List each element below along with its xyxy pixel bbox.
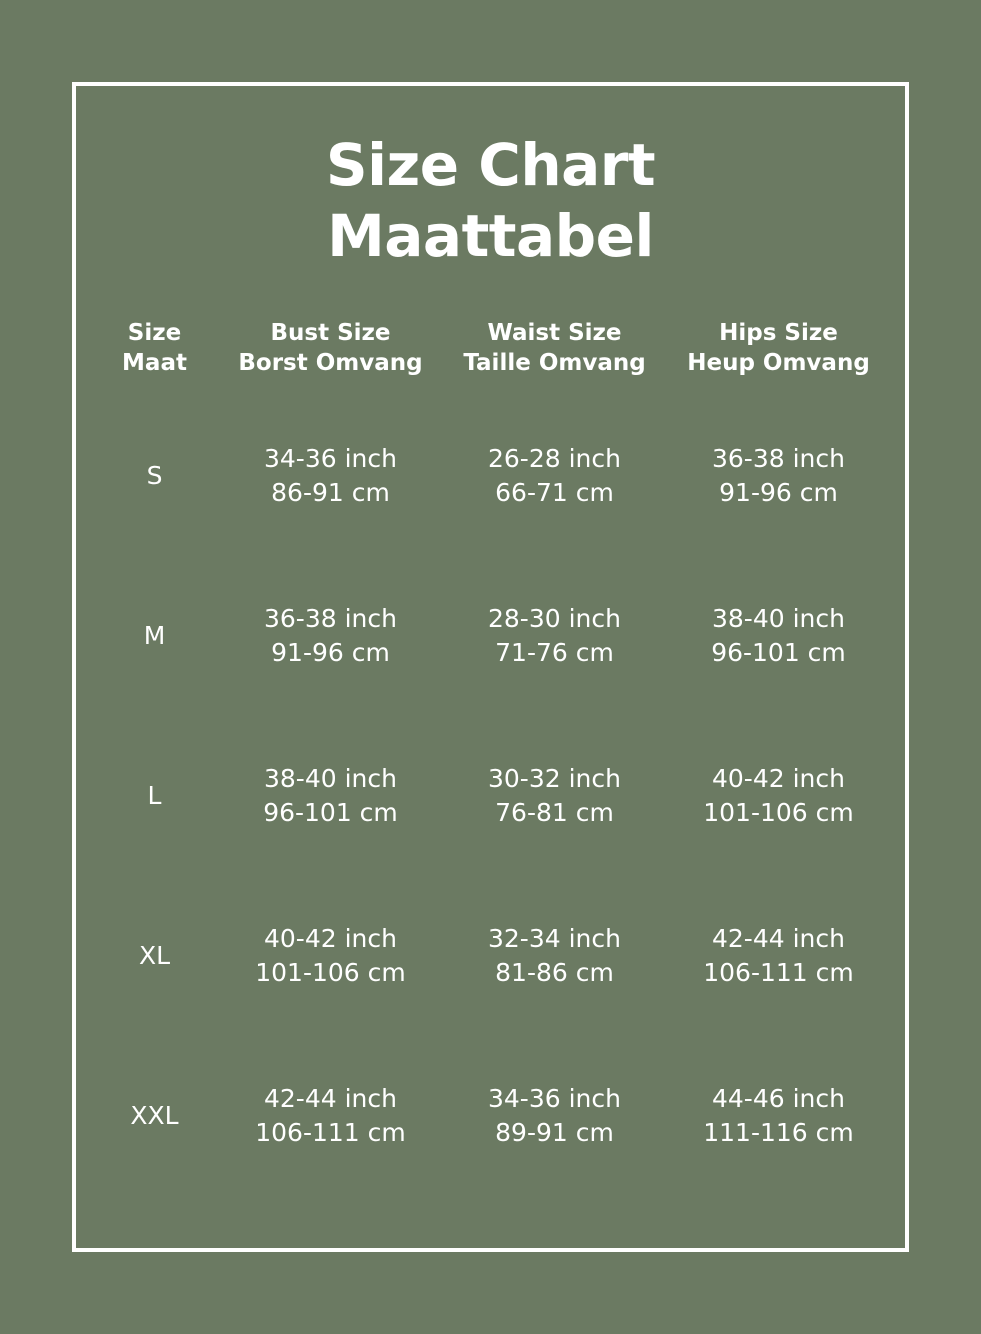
column-header-waist: [443, 318, 667, 397]
size-measurements-table: [91, 318, 891, 1197]
cell-hips: [667, 396, 891, 556]
column-header-bust-dutch: Borst Omvang: [238, 349, 423, 376]
table-header: [91, 318, 891, 397]
content-area: [72, 82, 909, 1252]
cell-hips-cm: 101-106 cm: [703, 798, 854, 828]
column-header-hips-english: Hips Size: [719, 319, 838, 346]
column-header-bust: [219, 318, 443, 397]
cell-hips-inch: 40-42 inch: [712, 763, 845, 793]
table-row: [91, 1036, 891, 1196]
table-header-row: [91, 318, 891, 397]
cell-hips-inch: 42-44 inch: [712, 923, 845, 953]
cell-bust: [219, 876, 443, 1036]
page-title: [72, 82, 909, 272]
cell-hips-cm: 96-101 cm: [711, 638, 846, 668]
cell-size: L: [147, 780, 162, 810]
title-line-english: Size Chart: [325, 131, 656, 199]
cell-bust-inch: 36-38 inch: [264, 603, 397, 633]
cell-hips-inch: 36-38 inch: [712, 443, 845, 473]
table-row: [91, 556, 891, 716]
cell-waist: [443, 1036, 667, 1196]
cell-waist-cm: 66-71 cm: [495, 478, 614, 508]
cell-size: XL: [138, 940, 171, 970]
cell-waist-cm: 71-76 cm: [495, 638, 614, 668]
cell-bust-cm: 101-106 cm: [255, 958, 406, 988]
cell-bust-inch: 40-42 inch: [264, 923, 397, 953]
cell-waist-cm: 89-91 cm: [495, 1118, 614, 1148]
cell-bust: [219, 396, 443, 556]
cell-hips-cm: 91-96 cm: [719, 478, 838, 508]
title-line-dutch: Maattabel: [327, 201, 654, 270]
cell-hips: [667, 556, 891, 716]
cell-size: S: [146, 460, 163, 490]
column-header-waist-dutch: Taille Omvang: [463, 349, 646, 376]
cell-hips: [667, 876, 891, 1036]
column-header-waist-english: Waist Size: [487, 319, 622, 346]
table-row: [91, 876, 891, 1036]
cell-bust: [219, 716, 443, 876]
cell-waist-inch: 26-28 inch: [488, 443, 621, 473]
cell-waist-inch: 28-30 inch: [488, 603, 621, 633]
cell-hips-cm: 111-116 cm: [703, 1118, 854, 1148]
cell-hips-inch: 44-46 inch: [712, 1083, 845, 1113]
cell-waist-inch: 30-32 inch: [488, 763, 621, 793]
cell-waist: [443, 396, 667, 556]
cell-bust-cm: 86-91 cm: [271, 478, 390, 508]
cell-hips: [667, 716, 891, 876]
cell-waist-cm: 76-81 cm: [495, 798, 614, 828]
cell-waist-inch: 34-36 inch: [488, 1083, 621, 1113]
column-header-size: [91, 318, 219, 397]
cell-hips-inch: 38-40 inch: [712, 603, 845, 633]
cell-waist: [443, 716, 667, 876]
column-header-hips: [667, 318, 891, 397]
column-header-hips-dutch: Heup Omvang: [687, 349, 870, 376]
cell-bust-cm: 91-96 cm: [271, 638, 390, 668]
table-row: [91, 716, 891, 876]
column-header-size-dutch: Maat: [122, 349, 187, 376]
cell-bust-inch: 38-40 inch: [264, 763, 397, 793]
cell-waist: [443, 556, 667, 716]
column-header-size-english: Size: [127, 319, 182, 346]
cell-waist-inch: 32-34 inch: [488, 923, 621, 953]
cell-waist-cm: 81-86 cm: [495, 958, 614, 988]
cell-size: M: [143, 620, 166, 650]
cell-bust-cm: 96-101 cm: [263, 798, 398, 828]
cell-bust: [219, 1036, 443, 1196]
cell-bust-cm: 106-111 cm: [255, 1118, 406, 1148]
table-row: [91, 396, 891, 556]
cell-bust: [219, 556, 443, 716]
cell-hips-cm: 106-111 cm: [703, 958, 854, 988]
cell-waist: [443, 876, 667, 1036]
table-body: [91, 396, 891, 1196]
cell-bust-inch: 42-44 inch: [264, 1083, 397, 1113]
cell-bust-inch: 34-36 inch: [264, 443, 397, 473]
column-header-bust-english: Bust Size: [270, 319, 391, 346]
cell-hips: [667, 1036, 891, 1196]
cell-size: XXL: [130, 1100, 179, 1130]
